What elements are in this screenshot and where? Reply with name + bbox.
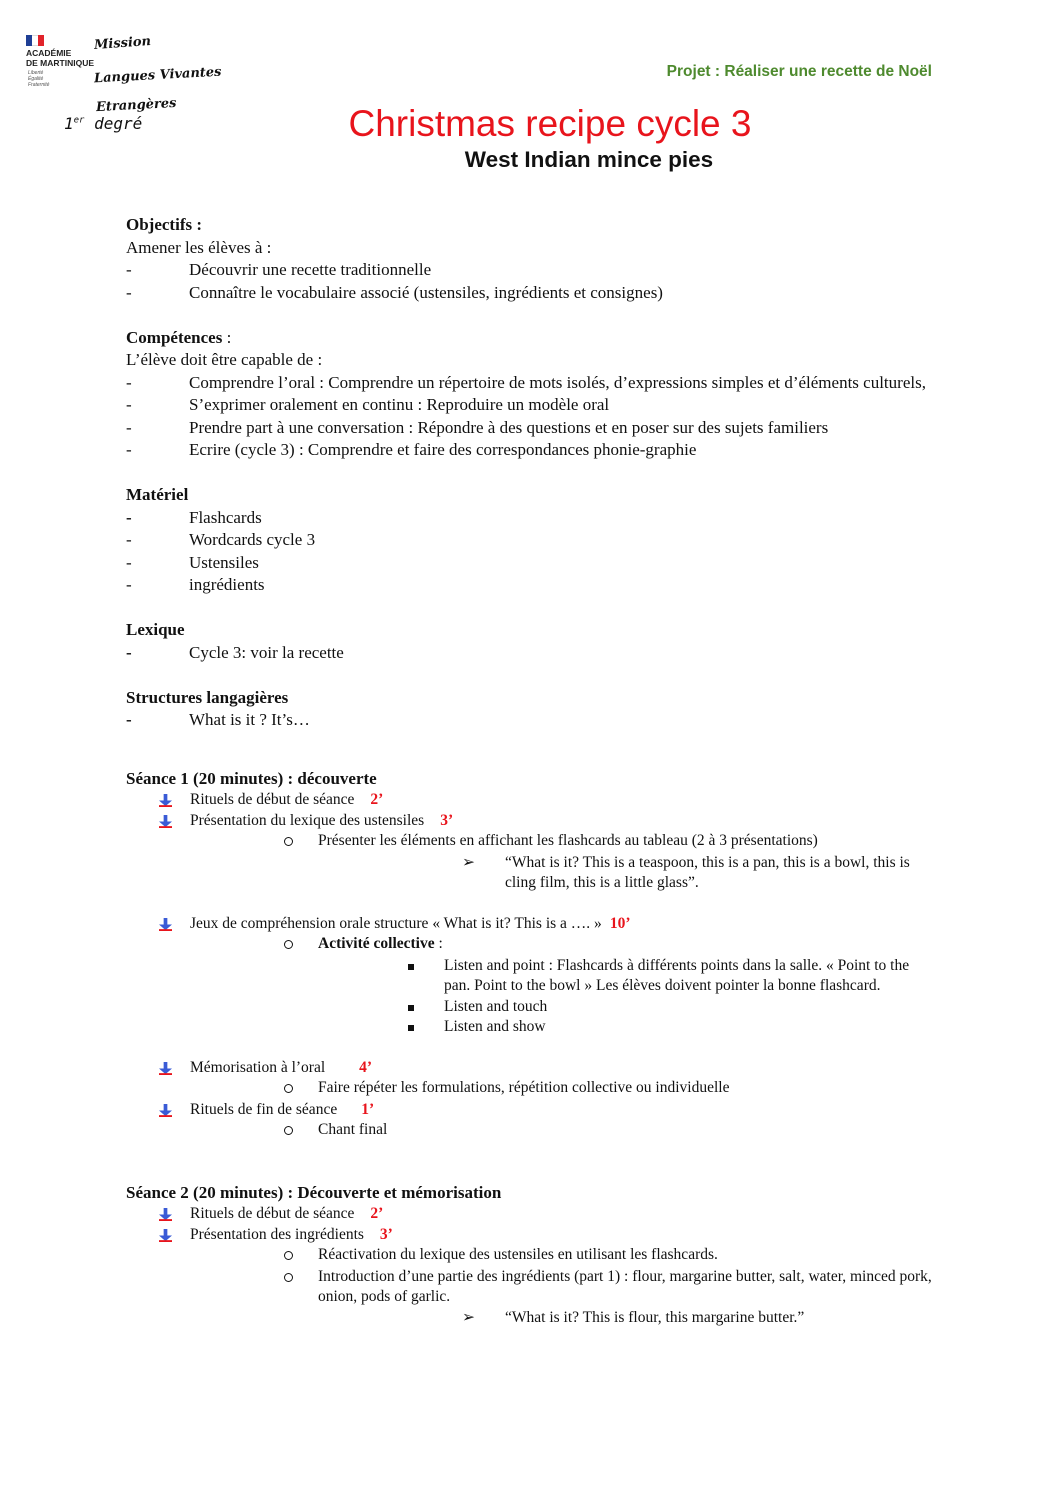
section-heading-seance-1: Séance 1 (20 minutes) : découverte [126, 768, 377, 788]
degree-label: 1er degré [64, 114, 143, 133]
list-item: - Comprendre l’oral : Comprendre un répertoire de mots isolés, d’expressions simples et d’éléments culturels, [126, 372, 926, 392]
page-title: Christmas recipe cycle 3 [348, 103, 752, 144]
list-item: - Prendre part à une conversation : Répondre à des questions et en poser sur des sujets familiers [126, 417, 829, 437]
list-item: - Cycle 3: voir la recette [126, 642, 344, 662]
list-item: - Découvrir une recette traditionnelle [126, 260, 432, 279]
arrow-down-bullet-icon [159, 815, 172, 828]
section-heading-structures: Structures langagières [126, 687, 289, 707]
step-item: Mémorisation à l’oral 4’ [156, 1058, 936, 1079]
project-label: Projet : Réaliser une recette de Noël [666, 63, 932, 80]
sub-item: Présenter les éléments en affichant les flashcards au tableau (2 à 3 présentations) [284, 831, 936, 853]
republic-motto: Liberté Égalité Fraternité [28, 70, 50, 88]
example-item: ➢ “What is it? This is flour, this margarine butter.” [462, 1308, 805, 1326]
circle-bullet-icon [284, 1126, 293, 1135]
circle-bullet-icon [284, 1273, 293, 1282]
section-heading-seance-2: Séance 2 (20 minutes) : Découverte et mémorisation [126, 1182, 502, 1202]
section-heading-objectifs: Objectifs : [126, 215, 203, 234]
sub-item: Faire répéter les formulations, répétition collective ou individuelle [284, 1078, 936, 1100]
list-item: - Connaître le vocabulaire associé (ustensiles, ingrédients et consignes) [126, 282, 663, 302]
activity-item: Listen and show [402, 1017, 936, 1038]
step-item: Présentation du lexique des ustensiles 3’ [156, 811, 936, 832]
french-flag-icon [26, 35, 44, 46]
square-bullet-icon [408, 964, 414, 970]
step-item: Rituels de début de séance 2’ [156, 790, 936, 811]
arrow-down-bullet-icon [159, 1104, 172, 1117]
arrow-down-bullet-icon [159, 1208, 172, 1221]
section-heading-materiel: Matériel [126, 485, 189, 504]
document-body [126, 214, 936, 1328]
step-item: Rituels de début de séance 2’ [156, 1204, 936, 1225]
handwritten-langues: Langues Vivantes [93, 64, 222, 87]
section-heading-lexique: Lexique [126, 620, 185, 639]
arrow-down-bullet-icon [159, 794, 172, 807]
page-subtitle: West Indian mince pies [464, 147, 714, 172]
list-item: - Ustensiles [126, 552, 259, 572]
list-item: - Wordcards cycle 3 [126, 530, 316, 549]
step-item: Présentation des ingrédients 3’ [156, 1225, 936, 1246]
sub-item: Chant final [284, 1120, 936, 1142]
list-item: - ingrédients [126, 575, 265, 594]
section-heading-competences: Compétences : [126, 327, 232, 347]
circle-bullet-icon [284, 837, 293, 846]
arrow-down-bullet-icon [159, 1062, 172, 1075]
list-item: - S’exprimer oralement en continu : Reproduire un modèle oral [126, 395, 610, 414]
list-item: - Flashcards [126, 507, 262, 527]
academy-name: ACADÉMIE DE MARTINIQUE [26, 48, 94, 68]
circle-bullet-icon [284, 940, 293, 949]
list-item: - What is it ? It’s… [126, 710, 310, 729]
handwritten-mission: Mission [93, 34, 152, 53]
activity-item: Listen and touch [402, 997, 936, 1018]
square-bullet-icon [408, 1005, 414, 1011]
circle-bullet-icon [284, 1251, 293, 1260]
sub-item: Activité collective : [284, 934, 936, 956]
sub-item: Introduction d’une partie des ingrédients (part 1) : flour, margarine butter, salt, water, minced pork, onion, pods of garlic. [284, 1267, 936, 1308]
list-item: - Ecrire (cycle 3) : Comprendre et faire des correspondances phonie-graphie [126, 440, 697, 459]
handwritten-etrangeres: Etrangères [95, 95, 177, 116]
step-item: Jeux de compréhension orale structure « What is it? This is a …. » 10’ [156, 914, 936, 935]
arrow-down-bullet-icon [159, 1229, 172, 1242]
competences-intro: L’élève doit être capable de : [126, 350, 323, 369]
step-item: Rituels de fin de séance 1’ [156, 1100, 936, 1121]
objectifs-intro: Amener les élèves à : [126, 237, 272, 257]
circle-bullet-icon [284, 1084, 293, 1093]
square-bullet-icon [408, 1025, 414, 1031]
example-item: ➢ “What is it? This is a teaspoon, this is a pan, this is a bowl, this is cling film, this is a little glass”. [462, 853, 910, 891]
activity-item: Listen and point : Flashcards à différents points dans la salle. « Point to the pan. Point to the bowl » Les élèves doivent pointer la bonne flashcard. [402, 956, 936, 997]
arrow-down-bullet-icon [159, 918, 172, 931]
sub-item: Réactivation du lexique des ustensiles en utilisant les flashcards. [284, 1245, 936, 1267]
